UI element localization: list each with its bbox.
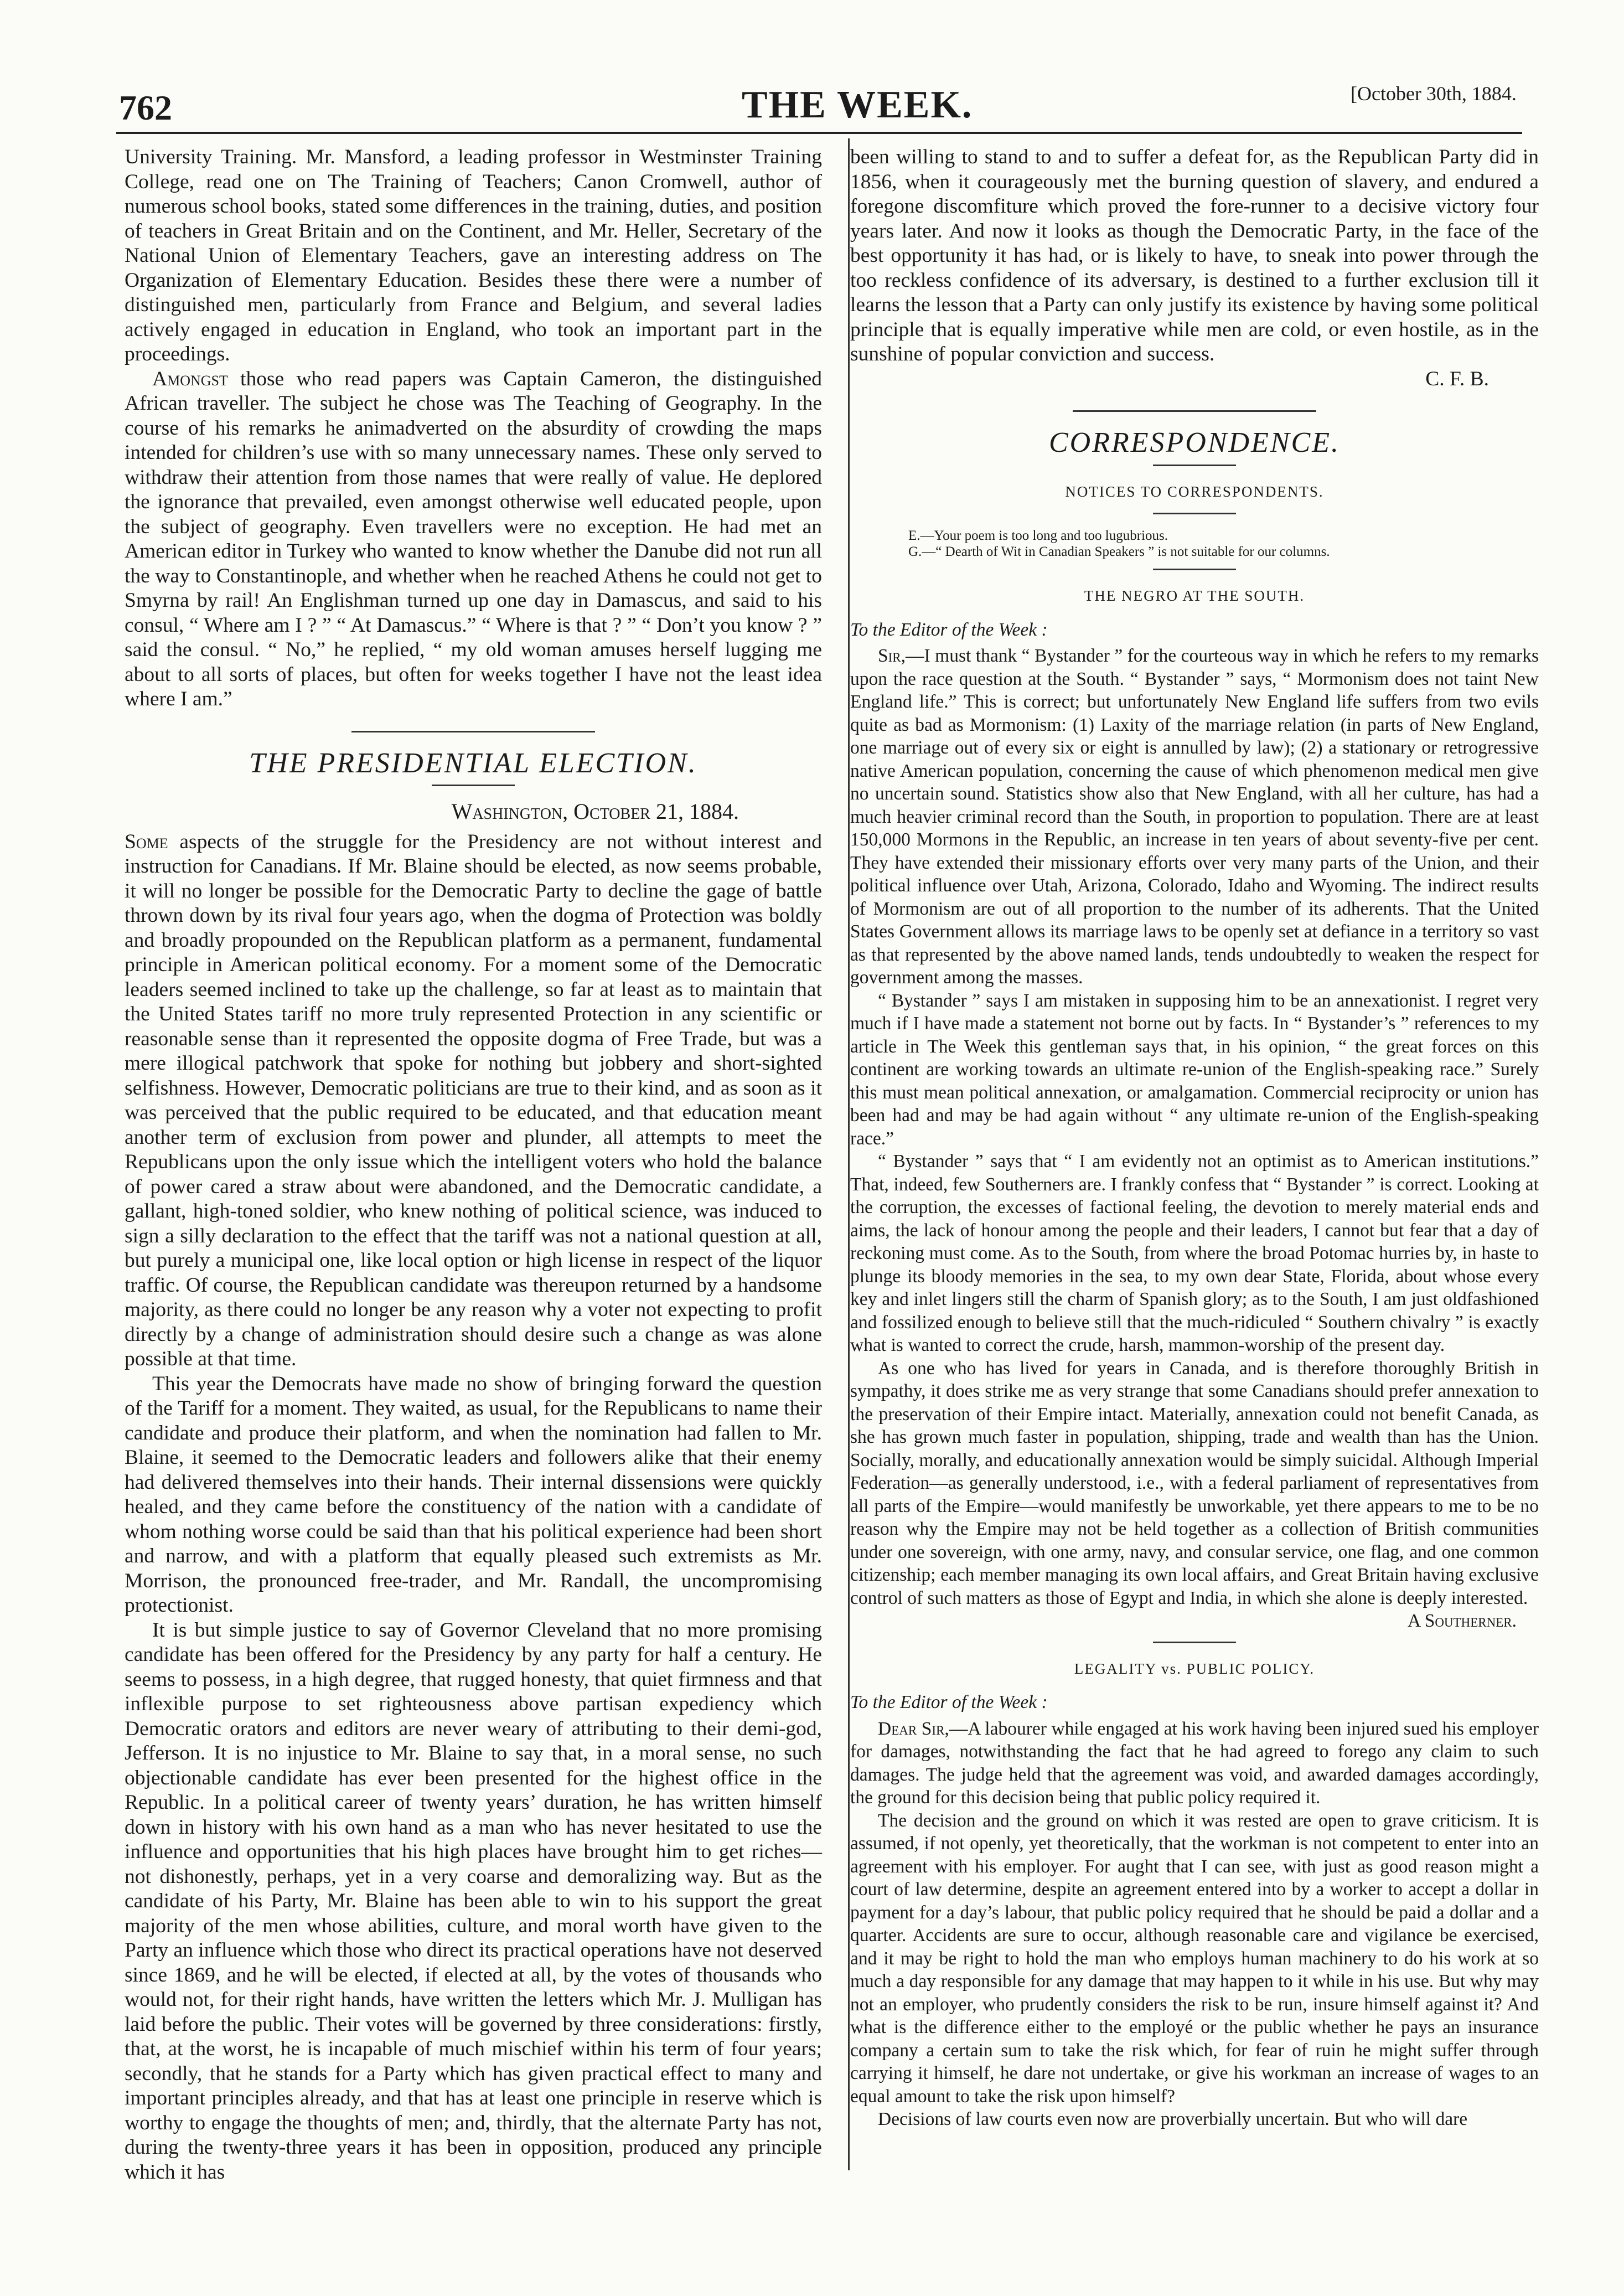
page-header (0, 0, 1624, 133)
legality-title: LEGALITY vs. PUBLIC POLICY. (1074, 1660, 1315, 1677)
election-paragraph-1 (125, 830, 822, 1372)
to-editor-line: To the Editor of the Week : (850, 619, 1048, 640)
correspondence-title: CORRESPONDENCE. (1049, 427, 1340, 458)
cameron-lead: Amongst (152, 367, 228, 390)
title-rule (432, 785, 515, 786)
title-rule (1153, 513, 1236, 514)
title-rule (1153, 1642, 1236, 1643)
negro-paragraph-2: “ Bystander ” says I am mistaken in supposing him to be an annexationist. I regret very much if I have made a statement not borne out by facts. In “ Bystander’s ” references to my article in The Week this gentleman says that, in his opinion, “ the great forces on this continent are working towards an ultimate re-union of the English-speaking race.” Surely this must mean political annexation, or amalgamation. Commercial reciprocity or union has been had and may be had again without “ any ultimate re-union of the English-speaking race.” (850, 990, 1539, 1149)
section-rule (1073, 410, 1316, 412)
legal-lead: Dear Sir, (878, 1718, 949, 1739)
cameron-paragraph (125, 367, 822, 712)
negro-paragraph-4: As one who has lived for years in Canada, and is therefore thoroughly British in sympathy, it does strike me as very strange that some Canadians should prefer annexation to the preservation of their Empire intact. Materially, annexation could not benefit Canada, as she has grown much faster in population, shipping, trade and wealth than has the Union. Socially, morally, and educationally annexation would be simply suicidal. Although Imperial Federation—as generally understood, i.e., with a federal parliament of representatives from all parts of the Empire—would manifestly be unworkable, yet there appears to me to be no reason why the Empire may not be held together as a collection of British communities under one sovereign, with one army, navy, and consular service, one flag, and one common citizenship; each member managing its own local affairs, and Great Britain having exclusive control of such matters as those of Egypt and India, in which she alone is deeply interested. (850, 1358, 1539, 1608)
legal-paragraph-1 (850, 1717, 1539, 1809)
title-rule (1153, 465, 1236, 466)
to-editor-line: To the Editor of the Week : (850, 1692, 1048, 1712)
election-paragraph-3: It is but simple justice to say of Governor Cleveland that no more promising candidate has been offered for the Presidency by any party for half a century. He seems to possess, in a high degree, that rugged honesty, that quiet firmness and that inflexible purpose to set righteousness above partisan expediency which Democratic orators and editors are never weary of attributing to their demi-god, Jefferson. It is no injustice to Mr. Blaine to say that, in a moral sense, no such objectionable candidate has ever been presented for the highest office in the Republic. In a political career of twenty years’ duration, he has written himself down in history with his own hand as a man who has never hesitated to use the influence and opportunities that his high places have brought him to get riches—not dishonestly, perhaps, yet in a very coarse and demoralizing way. But as the candidate of his Party, Mr. Blaine has been able to win to his support the great majority of the men whose abilities, culture, and moral worth have given to the Party an influence which those who direct its practical operations have not deserved since 1869, and he will be elected, if elected at all, by the votes of thousands who would not, for their right hands, have written the letters which Mr. J. Mulligan has laid before the public. Their votes will be governed by three considerations: firstly, that, at the worst, he is incapable of much mischief within his term of four years; secondly, that he stands for a Party which has given practical effect to many and important principles already, and that has at least one principle in reserve which is worthy to engage the thoughts of men; and, thirdly, that the alternate Party has not, during the twenty-three years it has been in opposition, produced any principle which it has (125, 1618, 822, 2184)
section-rule (351, 731, 595, 732)
masthead-title: THE WEEK. (742, 84, 973, 126)
right-column (850, 145, 1539, 2131)
legal-body-1: —A labourer while engaged at his work having been injured sued his employer for damages, notwithstanding the fact that he had agreed to forego any claim to such damages. The judge held that the agreement was void, and awarded damages accordingly, the ground for this decision being that public policy required it. (850, 1718, 1539, 1808)
header-rule (116, 132, 1522, 134)
negro-title: THE NEGRO AT THE SOUTH. (1084, 587, 1305, 604)
election-lead: Some (125, 830, 168, 853)
education-paragraph: University Training. Mr. Mansford, a leading professor in Westminster Training College, read one on The Training of Teachers; Canon Cromwell, author of numerous school books, stated some differences in the training, duties, and position of teachers in Great Britain and on the Continent, and Mr. Heller, Secretary of the National Union of Elementary Teachers, gave an interesting address on The Organization of Elementary Education. Besides these there were a number of distinguished men, particularly from France and Belgium, and several ladies actively engaged in education in England, who took an important part in the proceedings. (125, 146, 822, 365)
page-number: 762 (119, 88, 172, 127)
election-continuation: been willing to stand to and to suffer a defeat for, as the Republican Party did in 1856, when it courageously met the burning question of slavery, and endured a foregone discomfiture which proved the fore-runner to a decisive victory four years later. And now it looks as though the Democratic Party, in the face of the best opportunity it has had, or is likely to have, to sneak into power through the too reckless confidence of its adversary, is destined to a further exclusion till it learns the lesson that a Party can only justify its existence by having some political principle that is equally imperative while men are cold, or even hostile, as in the sunshine of popular conviction and success. (850, 146, 1539, 365)
signature-southerner: A Southerner. (1408, 1611, 1517, 1631)
issue-date: [October 30th, 1884. (1351, 82, 1517, 105)
negro-lead: Sir, (878, 646, 906, 666)
election-body-1: aspects of the struggle for the Presidency are not without interest and instruction for Canadians. If Mr. Blaine should be elected, as now seems probable, it will no longer be possible for the Democratic Party to decline the gage of battle thrown down by its rival four years ago, when the dogma of Protection was boldly and broadly propounded on the Republican platform as a permanent, fundamental principle in American political economy. For a moment some of the Democratic leaders seemed inclined to take up the challenge, so far at least as to maintain that the United States tariff no more truly represented Protection in any scientific or reasonable sense than it represented the opposite dogma of Free Trade, but was a mere illogical patchwork that spoke for nothing but jobbery and short-sighted selfishness. However, Democratic politicians are true to their kind, and as soon as it was perceived that the public required to be educated, and that education meant another term of exclusion from power and plunder, all attempts to meet the Republicans upon the only issue which the intelligent voters who hold the balance of power cared a straw about were abandoned, and the Democratic candidate, a gallant, high-toned soldier, who knew nothing of political science, was induced to sign a silly declaration to the effect that the tariff was not a national question at all, but purely a municipal one, like local option or high license in respect of the liquor traffic. Of course, the Republican candidate was thereupon returned by a handsome majority, as there could no longer be any reason why a voter not expecting to profit directly by a change of administration should desire such a change as was alone possible at that time. (125, 830, 822, 1370)
legal-paragraph-3: Decisions of law courts even now are proverbially uncertain. But who will dare (878, 2109, 1468, 2129)
column-divider (848, 138, 850, 2170)
election-dateline: Washington, October 21, 1884. (451, 799, 739, 824)
cameron-body: those who read papers was Captain Cameron, the distinguished African traveller. The subject he chose was The Teaching of Geography. In the course of his remarks he animadverted on the absurdity of crowding the maps intended for children’s use with so many unnecessary names. These only served to withdraw their attention from those names that were really of value. He deplored the ignorance that prevailed, even amongst otherwise well educated people, upon the subject of geography. Even travellers were no exception. He had met an American editor in Turkey who wanted to know whether the Danube did not run all the way to Constantinople, and whether when he reached Athens he could not get to Smyrna by rail! An Englishman turned up one day in Damascus, and said to his consul, “ Where am I ? ” “ At Damascus.” “ Where is that ? ” “ Don’t you know ? ” said the consul. “ No,” he replied, “ my old woman amuses herself lugging me about to all sorts of places, but often for weeks together I have not the least idea where I am.” (125, 367, 822, 710)
title-rule (1153, 569, 1236, 570)
notice-item: E.—Your poem is too long and too lugubrious. (908, 528, 1168, 543)
negro-paragraph-3: “ Bystander ” says that “ I am evidently not an optimist as to American institutions.” That, indeed, few Southerners are. I frankly confess that “ Bystander ” is correct. Looking at the corruption, the excesses of factional feeling, the devotion to merely material ends and aims, the lack of honour among the people and their leaders, I cannot but fear that a day of reckoning must come. As to the South, from where the broad Potomac hurries by, in haste to plunge its bloody memories in the sea, to my own dear State, Florida, about whose every key and inlet lingers still the charm of Spanish glory; as to the South, I am just oldfashioned and fossilized enough to believe still that the much-ridiculed “ Southern chivalry ” is exactly what is wanted to correct the crude, harsh, mammon-worship of the present day. (850, 1151, 1539, 1355)
negro-paragraph-1 (850, 644, 1539, 989)
left-column (125, 145, 822, 2185)
negro-body-1: —I must thank “ Bystander ” for the courteous way in which he refers to my remarks upon the race question at the South. “ Bystander ” says, “ Mormonism does not taint New England life.” This is correct; but unfortunately New England life suffers from two evils quite as bad as Mormonism: (1) Laxity of the marriage relation (in parts of New England, one marriage out of every six or eight is annulled by law); (2) a stationary or retrogressive native American population, concerning the cause of which phenomenon medical men give no uncertain sound. Statistics show also that New England, with all her culture, has had a much heavier criminal record than the South, in proportion to population. There are at least 150,000 Mormons in the Republic, an increase in ten years of about seventy-five per cent. They have extended their missionary efforts over very many parts of the Union, and their political influence over Utah, Arizona, Colorado, Idaho and Wyoming. The indirect results of Mormonism are out of all proportion to the number of its adherents. That the United States Government allows its marriage laws to be openly set at defiance in a territory so vast as that represented by the above named lands, tends undoubtedly to weaken the respect for government among the masses. (850, 646, 1539, 988)
election-paragraph-2: This year the Democrats have made no show of bringing forward the question of the Tariff for a moment. They waited, as usual, for the Republicans to name their candidate and produce their platform, and when the nomination had fallen to Mr. Blaine, it seemed to the Democratic leaders and followers alike that their enemy had delivered themselves into their hands. Their internal dissensions were quickly healed, and they came before the constituency of the nation with a candidate of whom nothing worse could be said than that his political experience had been short and narrow, and with a platform that equally pleased such extremists as Mr. Morrison, the pronounced free-trader, and Mr. Randall, the uncompromising protectionist. (125, 1372, 822, 1617)
notice-item: G.—“ Dearth of Wit in Canadian Speakers ” is not suitable for our columns. (908, 544, 1330, 559)
legal-paragraph-2: The decision and the ground on which it was rested are open to grave criticism. It is assumed, if not openly, yet theoretically, that the workman is not competent to enter into an agreement with his employer. For aught that I can see, with just as good reason might a court of law determine, despite an agreement entered into by a worker to accept a dollar in payment for a day’s labour, that public policy required that he should be paid a dollar and a quarter. Accidents are sure to occur, although reasonable care and vigilance be exercised, and it may be right to hold the man who employs human machinery to do his work at so much a day responsible for any damage that may happen to it while in his use. But why may not an employer, who prudently considers the risk to be run, insure himself against it? And what is the difference either to the employé or the public whether he pays an insurance company a certain sum to take the risk which, for fear of ruin he might suffer through carrying it himself, he dare not undertake, or give his workman an increase of wages to an equal amount to take the risk upon himself? (850, 1810, 1539, 2107)
election-title: THE PRESIDENTIAL ELECTION. (249, 747, 697, 779)
signature-cfb: C. F. B. (1425, 367, 1489, 390)
notices-title: NOTICES TO CORRESPONDENTS. (1065, 483, 1324, 500)
